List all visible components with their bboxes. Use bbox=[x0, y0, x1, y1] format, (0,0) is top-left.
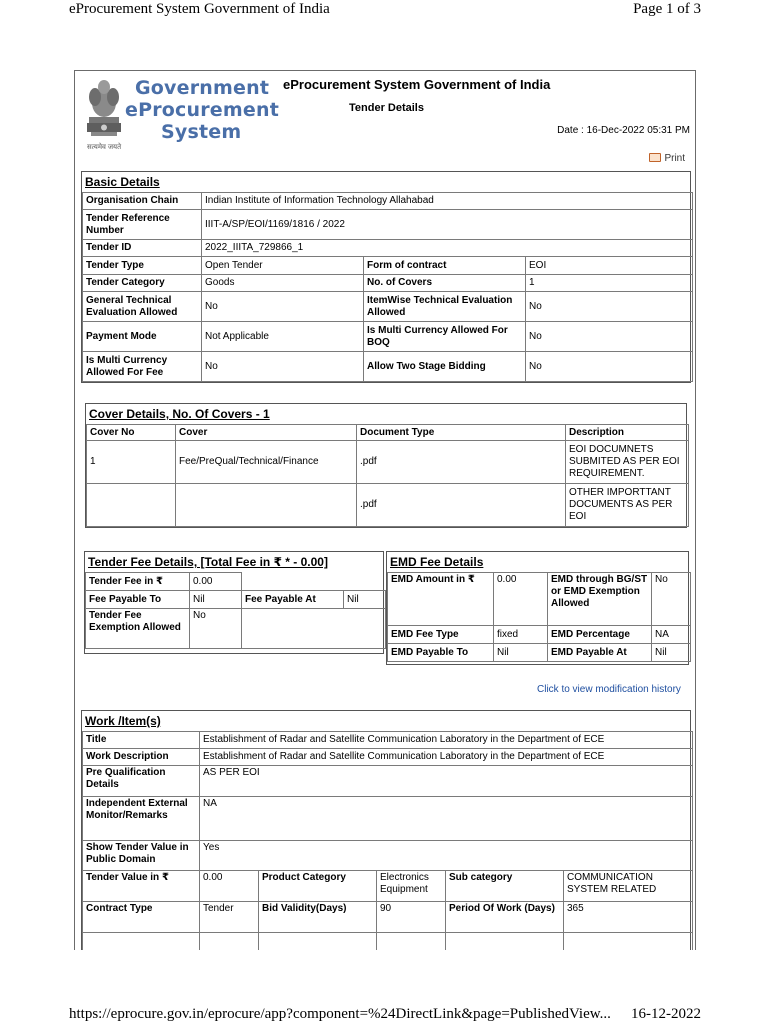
field-label: Tender Fee in ₹ bbox=[86, 573, 190, 591]
table-row bbox=[388, 626, 691, 644]
tender-fee-section bbox=[84, 551, 384, 654]
table-row bbox=[83, 275, 693, 292]
logo-text-system: System bbox=[161, 121, 242, 143]
contract-type-value: Tender bbox=[200, 902, 259, 933]
product-category-value: Electronics Equipment bbox=[377, 871, 446, 902]
field-label: Tender Reference Number bbox=[83, 210, 202, 240]
browser-header-title: eProcurement System Government of India bbox=[69, 1, 330, 17]
show-value-public-value: Yes bbox=[200, 841, 693, 871]
tender-id-value: 2022_IIITA_729866_1 bbox=[202, 240, 693, 257]
sub-category-value: COMMUNICATION SYSTEM RELATED bbox=[564, 871, 693, 902]
field-label: Sub category bbox=[446, 871, 564, 902]
cover-details-heading: Cover Details, No. Of Covers - 1 bbox=[89, 407, 270, 421]
footer-date: 16-12-2022 bbox=[631, 1006, 701, 1022]
logo-text-eprocurement: eProcurement bbox=[125, 99, 279, 121]
tender-fee-table bbox=[85, 572, 386, 649]
browser-print-header bbox=[0, 0, 770, 22]
field-label: Work Description bbox=[83, 749, 200, 766]
work-title-value: Establishment of Radar and Satellite Communication Laboratory in the Department of ECE bbox=[200, 732, 693, 749]
table-row bbox=[83, 193, 693, 210]
table-row bbox=[388, 573, 691, 626]
period-of-work-value: 365 bbox=[564, 902, 693, 933]
field-label: Fee Payable At bbox=[242, 591, 344, 609]
column-header: Description bbox=[566, 425, 689, 441]
emd-fee-type-value: fixed bbox=[494, 626, 548, 644]
field-label: Is Multi Currency Allowed For Fee bbox=[83, 352, 202, 382]
fee-payable-at-value: Nil bbox=[344, 591, 386, 609]
iwte-value: No bbox=[526, 292, 693, 322]
field-label: Tender Category bbox=[83, 275, 202, 292]
emd-payable-at-value: Nil bbox=[652, 644, 691, 662]
table-row bbox=[83, 841, 693, 871]
work-items-section bbox=[81, 710, 691, 950]
table-row bbox=[83, 292, 693, 322]
field-label: ItemWise Technical Evaluation Allowed bbox=[364, 292, 526, 322]
field-label: EMD Payable At bbox=[548, 644, 652, 662]
iem-remarks-value: NA bbox=[200, 797, 693, 841]
table-row bbox=[83, 210, 693, 240]
cover-description: OTHER IMPORTTANT DOCUMENTS AS PER EOI bbox=[566, 484, 689, 527]
table-row bbox=[86, 591, 386, 609]
table-row bbox=[83, 322, 693, 352]
site-title: eProcurement System Government of India bbox=[283, 77, 551, 92]
document-type: .pdf bbox=[357, 441, 566, 484]
print-label: Print bbox=[664, 153, 685, 164]
field-label: EMD Amount in ₹ bbox=[388, 573, 494, 626]
field-label: EMD Fee Type bbox=[388, 626, 494, 644]
basic-details-table bbox=[82, 192, 693, 382]
field-label: Period Of Work (Days) bbox=[446, 902, 564, 933]
cover-details-table bbox=[86, 424, 689, 527]
bid-validity-value: 90 bbox=[377, 902, 446, 933]
gepnic-logo bbox=[81, 73, 281, 158]
form-of-contract-value: EOI bbox=[526, 257, 693, 275]
field-label: Allow Two Stage Bidding bbox=[364, 352, 526, 382]
printer-icon bbox=[649, 153, 661, 162]
field-label: No. of Covers bbox=[364, 275, 526, 292]
organisation-value: Indian Institute of Information Technology Allahabad bbox=[202, 193, 693, 210]
national-emblem-icon bbox=[83, 73, 125, 147]
prequalification-value: AS PER EOI bbox=[200, 766, 693, 797]
work-items-heading: Work /Item(s) bbox=[85, 714, 161, 728]
document-type: .pdf bbox=[357, 484, 566, 527]
emd-through-value: No bbox=[652, 573, 691, 626]
field-label: Bid Validity(Days) bbox=[259, 902, 377, 933]
table-row bbox=[83, 732, 693, 749]
field-label: Show Tender Value in Public Domain bbox=[83, 841, 200, 871]
emblem-caption: सत्यमेव जयते bbox=[87, 144, 122, 151]
no-of-covers-value: 1 bbox=[526, 275, 693, 292]
payment-mode-value: Not Applicable bbox=[202, 322, 364, 352]
field-label: Organisation Chain bbox=[83, 193, 202, 210]
field-label: Pre Qualification Details bbox=[83, 766, 200, 797]
tender-fee-value: 0.00 bbox=[190, 573, 242, 591]
table-row bbox=[87, 484, 689, 527]
field-label: Payment Mode bbox=[83, 322, 202, 352]
cover-no: 1 bbox=[87, 441, 176, 484]
field-label: Tender Value in ₹ bbox=[83, 871, 200, 902]
emd-amount-value: 0.00 bbox=[494, 573, 548, 626]
field-label: Tender Type bbox=[83, 257, 202, 275]
table-row bbox=[83, 352, 693, 382]
field-label: EMD through BG/ST or EMD Exemption Allowed bbox=[548, 573, 652, 626]
field-label: Fee Payable To bbox=[86, 591, 190, 609]
table-row bbox=[86, 573, 386, 591]
column-header: Cover bbox=[176, 425, 357, 441]
cover-description: EOI DOCUMNETS SUBMITED AS PER EOI REQUIREMENT. bbox=[566, 441, 689, 484]
field-label: Is Multi Currency Allowed For BOQ bbox=[364, 322, 526, 352]
field-label: Tender Fee Exemption Allowed bbox=[86, 609, 190, 649]
field-label: General Technical Evaluation Allowed bbox=[83, 292, 202, 322]
emd-fee-heading: EMD Fee Details bbox=[390, 555, 484, 569]
column-header: Document Type bbox=[357, 425, 566, 441]
fee-payable-to-value: Nil bbox=[190, 591, 242, 609]
field-label: EMD Percentage bbox=[548, 626, 652, 644]
tender-page bbox=[74, 70, 696, 950]
basic-details-heading: Basic Details bbox=[85, 175, 160, 189]
table-row bbox=[83, 871, 693, 902]
tender-type-value: Open Tender bbox=[202, 257, 364, 275]
table-row bbox=[83, 797, 693, 841]
print-button[interactable] bbox=[649, 152, 685, 164]
table-row bbox=[83, 902, 693, 933]
gte-value: No bbox=[202, 292, 364, 322]
field-label: Product Category bbox=[259, 871, 377, 902]
table-row bbox=[86, 609, 386, 649]
cover-details-section bbox=[85, 403, 687, 528]
field-label: Contract Type bbox=[83, 902, 200, 933]
field-label: Form of contract bbox=[364, 257, 526, 275]
table-row bbox=[83, 257, 693, 275]
work-description-value: Establishment of Radar and Satellite Communication Laboratory in the Department of ECE bbox=[200, 749, 693, 766]
table-row bbox=[83, 933, 693, 951]
report-date: Date : 16-Dec-2022 05:31 PM bbox=[557, 125, 690, 136]
page-title: Tender Details bbox=[349, 102, 424, 114]
field-label: EMD Payable To bbox=[388, 644, 494, 662]
multi-currency-fee-value: No bbox=[202, 352, 364, 382]
footer-url: https://eprocure.gov.in/eprocure/app?component=%24DirectLink&page=PublishedView... bbox=[69, 1006, 611, 1022]
emd-payable-to-value: Nil bbox=[494, 644, 548, 662]
basic-details-section bbox=[81, 171, 691, 383]
emd-fee-section bbox=[386, 551, 689, 665]
table-header-row bbox=[87, 425, 689, 441]
column-header: Cover No bbox=[87, 425, 176, 441]
tender-reference-value: IIIT-A/SP/EOI/1169/1816 / 2022 bbox=[202, 210, 693, 240]
table-row bbox=[83, 749, 693, 766]
fee-exemption-value: No bbox=[190, 609, 242, 649]
table-row bbox=[388, 644, 691, 662]
two-stage-value: No bbox=[526, 352, 693, 382]
field-label: Tender ID bbox=[83, 240, 202, 257]
emd-fee-table bbox=[387, 572, 691, 662]
field-label: Independent External Monitor/Remarks bbox=[83, 797, 200, 841]
emd-percentage-value: NA bbox=[652, 626, 691, 644]
table-row bbox=[83, 766, 693, 797]
tender-fee-heading: Tender Fee Details, [Total Fee in ₹ * - 0.00] bbox=[88, 555, 328, 569]
cover-name bbox=[176, 484, 357, 527]
cover-no bbox=[87, 484, 176, 527]
work-items-table bbox=[82, 731, 693, 950]
field-label: Title bbox=[83, 732, 200, 749]
tender-value-value: 0.00 bbox=[200, 871, 259, 902]
multi-currency-boq-value: No bbox=[526, 322, 693, 352]
cover-name: Fee/PreQual/Technical/Finance bbox=[176, 441, 357, 484]
browser-print-footer bbox=[0, 1006, 770, 1024]
page-number: Page 1 of 3 bbox=[633, 1, 701, 17]
logo-text-government: Government bbox=[135, 77, 270, 99]
table-row bbox=[87, 441, 689, 484]
tender-category-value: Goods bbox=[202, 275, 364, 292]
table-row bbox=[83, 240, 693, 257]
modification-history-link[interactable]: Click to view modification history bbox=[537, 684, 681, 695]
